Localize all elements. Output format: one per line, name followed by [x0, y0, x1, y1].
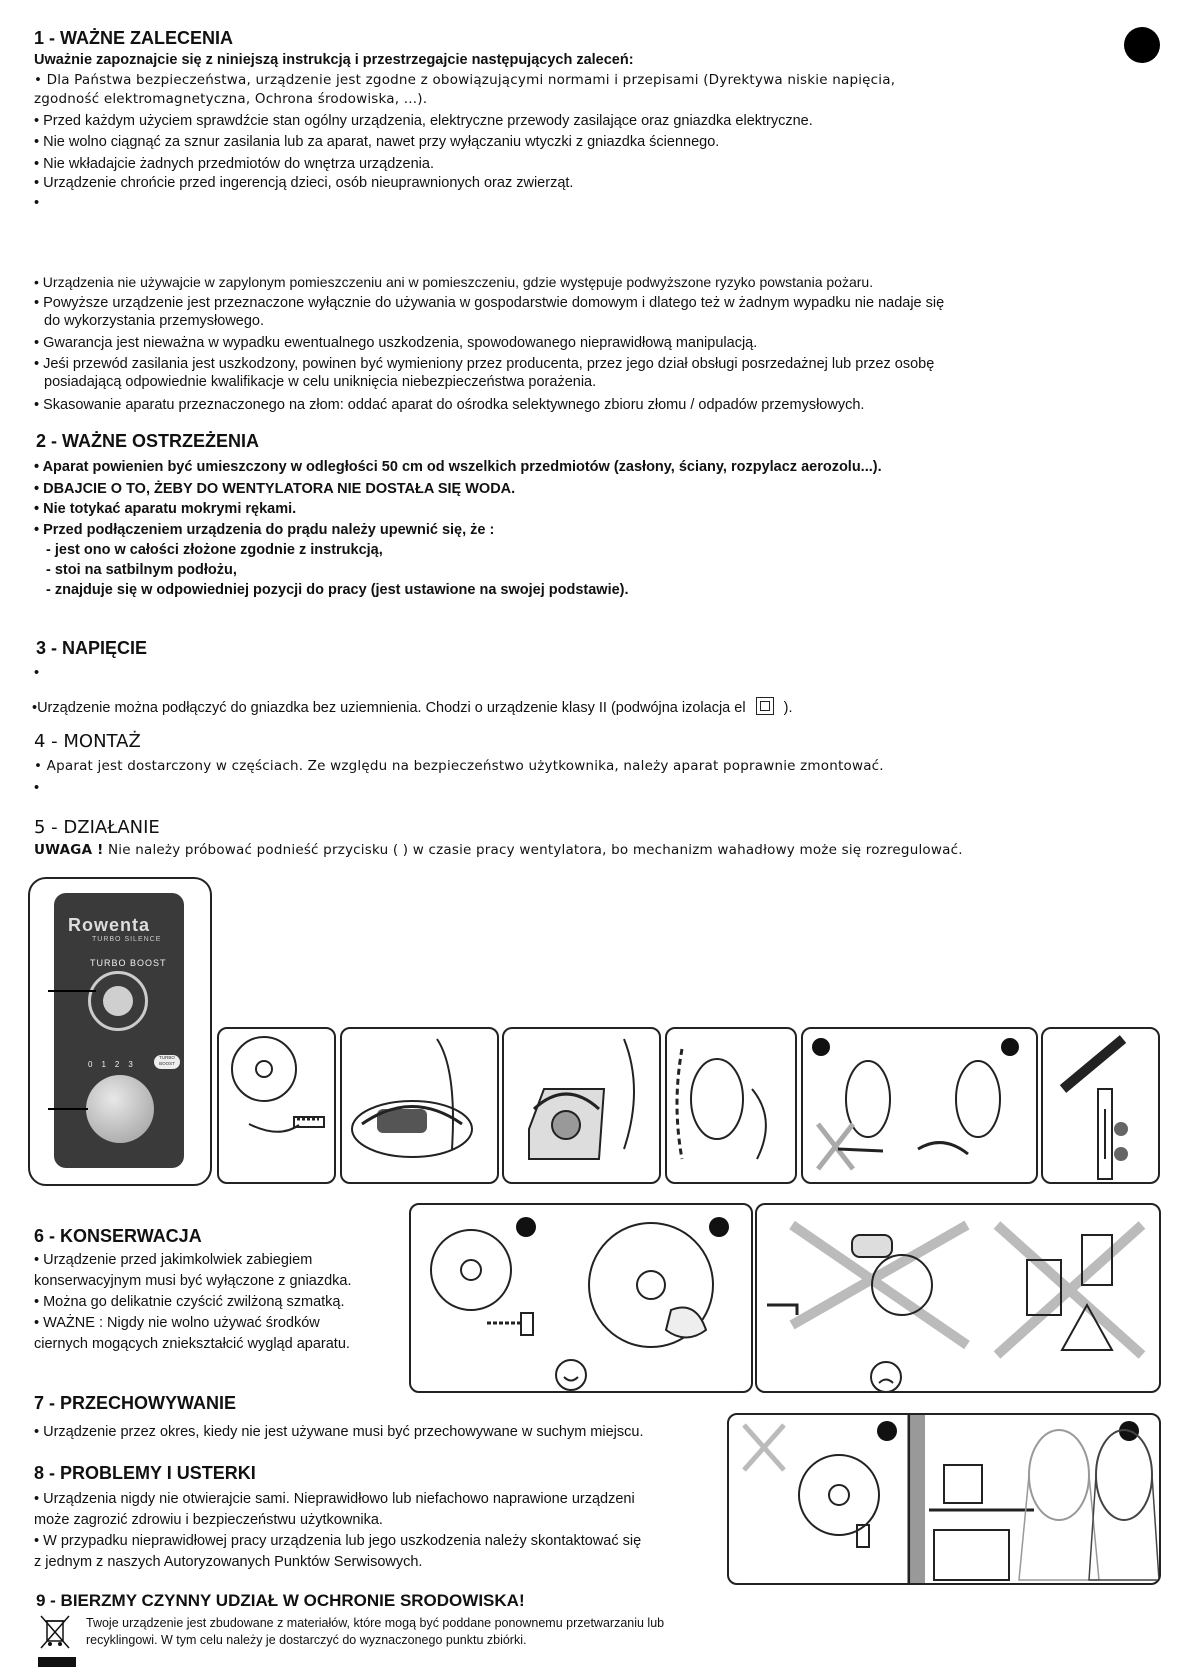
- s6-bullet-3b: ciernych mogących zniekształcić wygląd aparatu.: [34, 1336, 350, 1352]
- dial-turn-illustration: [504, 1029, 659, 1182]
- s3-bullet-2-text: •Urządzenie można podłączyć do gniazdka bez uziemnienia. Chodzi o urządzenie klasy II (podwójna izolacja el: [32, 700, 746, 716]
- step-base-panel: [340, 1027, 499, 1184]
- section-4-title: 4 - MONTAŻ: [34, 731, 141, 752]
- dial-mark-2: 2: [114, 1060, 120, 1069]
- s1-bullet-1a: • Dla Państwa bezpieczeństwa, urządzenie jest zgodne z obowiązującymi normami i przepisami (Dyrektywa niskie napięcia,: [34, 72, 896, 88]
- oscillation-illustration: [803, 1029, 1036, 1182]
- s1-bullet-3: • Nie wolno ciągnąć za sznur zasilania lub za aparat, nawet przy wyłączaniu wtyczki z gniazdka ściennego.: [34, 134, 720, 150]
- dial-mark-0: 0: [88, 1060, 93, 1069]
- s2-bullet-4: • Przed podłączeniem urządzenia do prądu należy upewnić się, że :: [34, 522, 495, 538]
- s5-warning: [34, 842, 963, 858]
- base-rotate-illustration: [342, 1029, 497, 1182]
- s1-bullet-2: • Przed każdym użyciem sprawdźcie stan ogólny urządzenia, elektryczne przewody zasilające oraz gniazdka elektryczne.: [34, 113, 813, 129]
- speed-dial-knob[interactable]: [86, 1075, 154, 1143]
- model-name: TURBO SILENCE: [92, 936, 162, 943]
- weee-bin-icon: [38, 1613, 72, 1653]
- class-ii-double-square-icon: [756, 697, 774, 715]
- dial-mark-1: 1: [101, 1060, 106, 1069]
- s5-warning-label: UWAGA !: [34, 842, 104, 858]
- s3-bullet-2-end: ).: [783, 700, 793, 716]
- s7-bullet-1: • Urządzenie przez okres, kiedy nie jest używane musi być przechowywane w suchym miejscu.: [34, 1424, 644, 1440]
- s1-bullet-4: • Nie wkładajcie żadnych przedmiotów do wnętrza urządzenia.: [34, 156, 434, 172]
- fan-plug-illustration: [219, 1029, 334, 1182]
- section-5-title: 5 - DZIAŁANIE: [34, 817, 160, 838]
- s6-bullet-3a: • WAŻNE : Nigdy nie wolno używać środków: [34, 1315, 320, 1331]
- fan-tilt-illustration: [667, 1029, 795, 1182]
- s1-bullet-10a: • Jeśi przewód zasilania jest uszkodzony, powinen być wymieniony przez producenta, przez jego dział obsługi posrzedażnej lub przez osobę: [34, 356, 935, 372]
- turbo-boost-label: TURBO BOOST: [90, 958, 167, 968]
- height-adjust-illustration: [1043, 1029, 1158, 1182]
- step-dial-panel: [502, 1027, 661, 1184]
- s2-bullet-3: • Nie totykać aparatu mokrymi rękami.: [34, 501, 297, 517]
- brand-logo: Rowenta: [68, 915, 151, 935]
- s1-bullet-8a: • Powyższe urządzenie jest przeznaczone wyłącznie do używania w gospodarstwie domowym i dlatego też w żadnym wypadku nie nadaje się: [34, 295, 945, 311]
- s2-bullet-4a: - jest ono w całości złożone zgodnie z instrukcją,: [46, 542, 383, 558]
- control-panel-illustration: [28, 877, 212, 1186]
- s8-bullet-1b: może zagrozić zdrowiu i bezpieczeństwu użytkownika.: [34, 1512, 383, 1528]
- s1-bullet-8b: do wykorzystania przemysłowego.: [44, 313, 265, 329]
- s5-warning-text: Nie należy próbować podnieść przycisku ( ) w czasie pracy wentylatora, bo mechanizm wahadłowy może się rozregulować.: [103, 842, 963, 858]
- s8-bullet-2a: • W przypadku nieprawidłowej pracy urządzenia lub jego uszkodzenia należy skontaktować się: [34, 1533, 642, 1549]
- step-unplug-panel: [217, 1027, 336, 1184]
- s8-bullet-2b: z jednym z naszych Autoryzowanych Punktów Serwisowych.: [34, 1554, 423, 1570]
- section-1-title: 1 - WAŻNE ZALECENIA: [34, 28, 234, 48]
- dial-turbo-badge: TURBO BOOST: [154, 1055, 180, 1069]
- section-7-title: 7 - PRZECHOWYWANIE: [34, 1393, 237, 1413]
- dial-mark-3: 3: [128, 1060, 133, 1069]
- dial-leader-line: [48, 1108, 88, 1110]
- step-tilt-panel: [665, 1027, 797, 1184]
- section-9-title: 9 - BIERZMY CZYNNY UDZIAŁ W OCHRONIE SRODOWISKA!: [36, 1591, 525, 1610]
- s9-text-1: Twoje urządzenie jest zbudowane z materiałów, które mogą być poddane ponownemu przetwarzaniu lub: [86, 1616, 665, 1630]
- section-6-title: 6 - KONSERWACJA: [34, 1226, 202, 1246]
- s6-bullet-1b: konserwacyjnym musi być wyłączone z gniazdka.: [34, 1273, 352, 1289]
- section-8-title: 8 - PROBLEMY I USTERKI: [34, 1463, 256, 1483]
- s2-bullet-4b: - stoi na satbilnym podłożu,: [46, 562, 237, 578]
- weee-bar: [38, 1657, 76, 1667]
- storage-illustration: [729, 1415, 1159, 1583]
- sad-face-icon: [871, 1362, 901, 1391]
- smiley-icon: [556, 1360, 586, 1390]
- s1-bullet-9: • Gwarancja jest nieważna w wypadku ewentualnego uszkodzenia, spowodowanego nieprawidłową manipulacją.: [34, 335, 758, 351]
- s1-bullet-6: •: [34, 195, 40, 211]
- step-height-panel: [1041, 1027, 1160, 1184]
- cleaning-forbidden-illustration: [757, 1205, 1159, 1391]
- section-3-title: 3 - NAPIĘCIE: [36, 638, 148, 658]
- s1-bullet-1b: zgodność elektromagnetyczna, Ochrona środowiska, ...).: [34, 91, 428, 107]
- section-2-title: 2 - WAŻNE OSTRZEŻENIA: [36, 431, 260, 451]
- cleaning-ok-panel: [409, 1203, 753, 1393]
- step-oscillation-panel: [801, 1027, 1038, 1184]
- s6-bullet-1a: • Urządzenie przed jakimkolwiek zabiegiem: [34, 1252, 313, 1268]
- s1-bullet-5: • Urządzenie chrońcie przed ingerencją dzieci, osób nieuprawnionych oraz zwierząt.: [34, 175, 574, 191]
- s8-bullet-1a: • Urządzenia nigdy nie otwierajcie sami. Nieprawidłowo lub niefachowo naprawione urządzeni: [34, 1491, 635, 1507]
- s9-text-2: recyklingowi. W tym celu należy je dostarczyć do wyznaczonego punktu zbiórki.: [86, 1633, 527, 1647]
- s2-bullet-2: • DBAJCIE O TO, ŻEBY DO WENTYLATORA NIE DOSTAŁA SIĘ WODA.: [34, 481, 516, 497]
- turbo-boost-button[interactable]: [103, 986, 133, 1016]
- cleaning-ok-illustration: [411, 1205, 751, 1391]
- s1-bullet-11: • Skasowanie aparatu przeznaczonego na złom: oddać aparat do ośrodka selektywnego zbioru złomu / odpadów przemysłowych.: [34, 397, 865, 413]
- s6-bullet-2: • Można go delikatnie czyścić zwilżoną szmatką.: [34, 1294, 345, 1310]
- s4-bullet-1: • Aparat jest dostarczony w częściach. Ze względu na bezpieczeństwo użytkownika, należy aparat poprawnie zmontować.: [34, 758, 884, 774]
- s2-bullet-1: • Aparat powienien być umieszczony w odległości 50 cm od wszelkich przedmiotów (zasłony, ściany, rozpylacz aerozolu...).: [34, 459, 882, 475]
- s1-bullet-7: • Urządzenia nie używajcie w zapylonym pomieszczeniu ani w pomieszczeniu, gdzie występuje podwyższone ryzyko powstania pożaru.: [34, 274, 874, 290]
- turbo-button-leader-line: [48, 990, 96, 992]
- s1-intro: Uważnie zapoznajcie się z niniejszą instrukcją i przestrzegajcie następujących zaleceń:: [34, 52, 634, 68]
- storage-panel: [727, 1413, 1161, 1585]
- s3-bullet-2: [32, 697, 792, 717]
- s4-bullet-2: •: [34, 780, 40, 796]
- s2-bullet-4c: - znajduje się w odpowiedniej pozycji do pracy (jest ustawione na swojej podstawie).: [46, 582, 629, 598]
- page-marker-dot: [1124, 27, 1160, 63]
- cleaning-forbidden-panel: [755, 1203, 1161, 1393]
- s3-bullet-1: •: [34, 665, 40, 681]
- s1-bullet-10b: posiadającą odpowiednie kwalifikacje w celu uniknięcia niebezpieczeństwa porażenia.: [44, 374, 597, 390]
